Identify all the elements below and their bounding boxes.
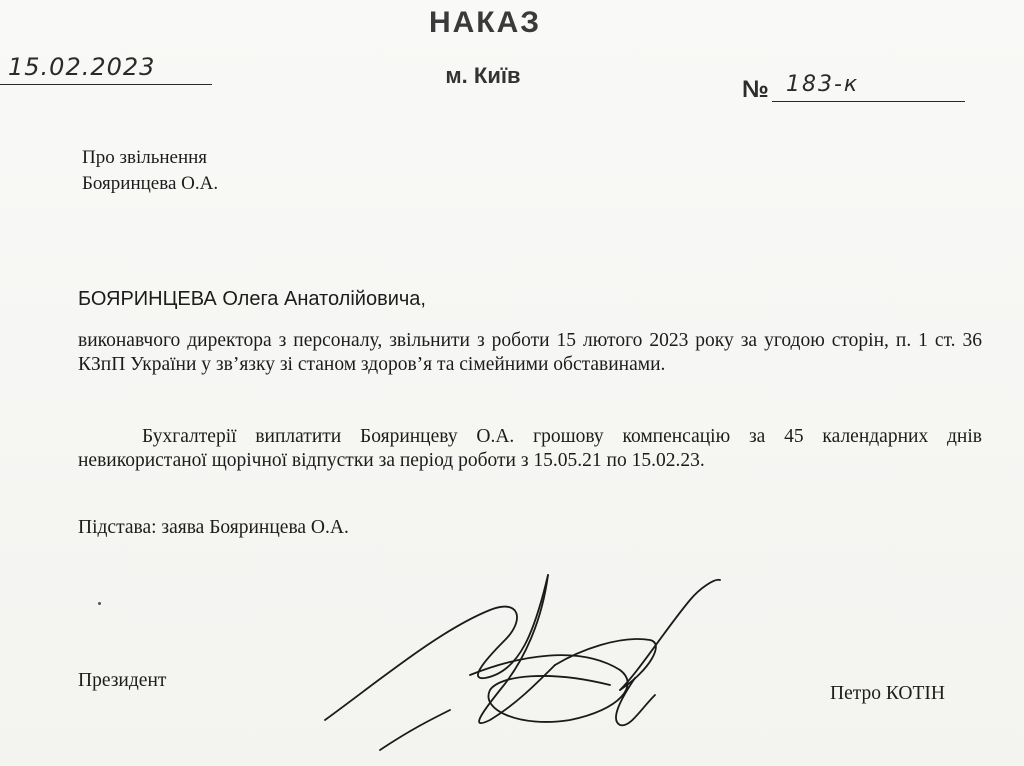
dismissal-paragraph: виконавчого директора з персоналу, звільнити з роботи 15 лютого 2023 року за угодою сторін, п. 1 ст. 36 КЗпП України у зв’язку зі станом здоров’я та сімейними обставинами. <box>78 330 982 375</box>
handwritten-date: 15.02.2023 <box>8 53 156 81</box>
paper-speck <box>98 602 101 605</box>
order-subject <box>82 145 218 197</box>
handwritten-order-number: 183-к <box>786 72 860 97</box>
basis-line: Підстава: заява Бояринцева О.А. <box>78 517 349 538</box>
subject-line-1: Про звільнення <box>82 147 208 168</box>
document-city: м. Київ <box>445 63 521 88</box>
signer-role: Президент <box>78 670 167 691</box>
handwritten-signature <box>320 560 740 760</box>
subject-line-2: Бояринцева О.А. <box>82 173 219 194</box>
order-number-label: № <box>742 76 769 103</box>
order-number-underline <box>772 101 965 102</box>
employee-name: БОЯРИНЦЕВА Олега Анатолійовича, <box>78 288 426 310</box>
document-title: НАКАЗ <box>428 6 542 39</box>
signer-name: Петро КОТІН <box>830 683 945 704</box>
compensation-paragraph: Бухгалтерії виплатити Бояринцеву О.А. грошову компенсацію за 45 календарних днів невикористаної щорічної відпустки за період роботи з 15.05.21 по 15.02.23. <box>78 426 982 471</box>
date-underline <box>0 84 212 85</box>
